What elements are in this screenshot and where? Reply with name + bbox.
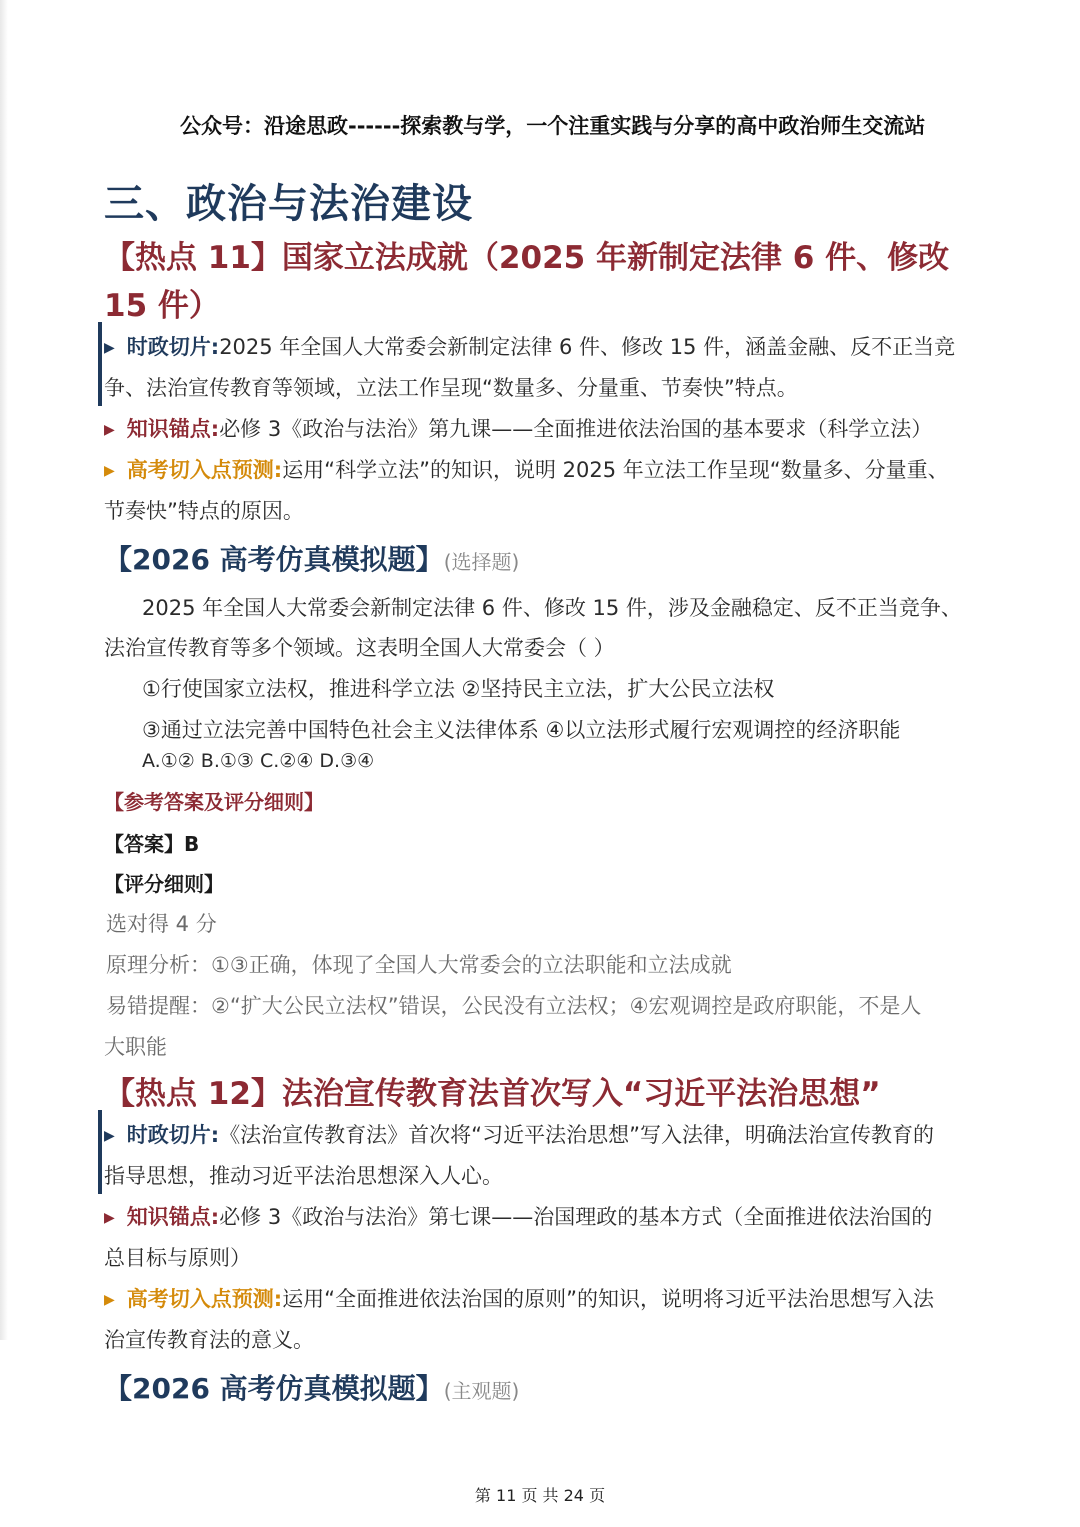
hot12-news-line2: 指导思想，推动习近平法治思想深入人心。 xyxy=(104,1164,503,1188)
sim-title: 【2026 高考仿真模拟题】 xyxy=(104,1372,444,1405)
section-title: 三、政治与法治建设 xyxy=(104,181,473,227)
hot11-title-line1: 【热点 11】国家立法成就（2025 年新制定法律 6 件、修改 xyxy=(104,240,950,276)
hot11-news-line2: 争、法治宣传教育等领域，立法工作呈现“数量多、分量重、节奏快”特点。 xyxy=(104,376,798,400)
news-accent-bar xyxy=(98,322,102,406)
knowledge-label: 知识锚点: xyxy=(126,1205,220,1229)
scoring-line: 选对得 4 分 xyxy=(106,912,217,936)
triangle-bullet-icon: ▶ xyxy=(104,422,115,438)
news-accent-bar xyxy=(98,1110,102,1194)
news-text: 2025 年全国人大常委会新制定法律 6 件、修改 15 件，涵盖金融、反不正当竞 xyxy=(219,335,956,359)
triangle-bullet-icon: ▶ xyxy=(104,340,115,356)
knowledge-label: 知识锚点: xyxy=(126,417,220,441)
hot12-news-line1 xyxy=(104,1119,934,1149)
hot11-news-line1 xyxy=(104,331,955,361)
news-label: 时政切片: xyxy=(126,1123,220,1147)
hot12-knowledge-line1 xyxy=(104,1201,932,1231)
predict-text: 运用“全面推进依法治国的原则”的知识，说明将习近平法治思想写入法 xyxy=(282,1287,934,1311)
predict-text: 运用“科学立法”的知识，说明 2025 年立法工作呈现“数量多、分量重、 xyxy=(282,458,949,482)
sim-type: (主观题) xyxy=(443,1379,520,1403)
sim-type: (选择题) xyxy=(443,550,520,574)
answer-section-heading: 【参考答案及评分细则】 xyxy=(104,790,324,814)
news-text: 《法治宣传教育法》首次将“习近平法治思想”写入法律，明确法治宣传教育的 xyxy=(219,1123,934,1147)
answer-choices: A.①② B.①③ C.②④ D.③④ xyxy=(142,750,375,772)
scoring-heading: 【评分细则】 xyxy=(104,872,224,896)
option-line2: ③通过立法完善中国特色社会主义法律体系 ④以立法形式履行宏观调控的经济职能 xyxy=(142,718,901,742)
predict-label: 高考切入点预测: xyxy=(126,1287,283,1311)
analysis-line: 原理分析：①③正确，体现了全国人大常委会的立法职能和立法成就 xyxy=(106,953,732,977)
hot11-sim-heading xyxy=(104,538,519,578)
news-label: 时政切片: xyxy=(126,335,220,359)
answer-line: 【答案】B xyxy=(104,832,200,856)
triangle-bullet-icon: ▶ xyxy=(104,1128,115,1144)
mistake-line2: 大职能 xyxy=(104,1035,167,1059)
hot12-predict-line2: 治宣传教育法的意义。 xyxy=(104,1328,314,1352)
triangle-bullet-icon: ▶ xyxy=(104,1292,115,1308)
sim-title: 【2026 高考仿真模拟题】 xyxy=(104,543,444,576)
page-edge-shadow xyxy=(0,0,8,1340)
knowledge-text: 必修 3《政治与法治》第九课——全面推进依法治国的基本要求（科学立法） xyxy=(219,417,933,441)
predict-label: 高考切入点预测: xyxy=(126,458,283,482)
hot12-sim-heading xyxy=(104,1367,519,1407)
page-number: 第 11 页 共 24 页 xyxy=(474,1486,606,1505)
triangle-bullet-icon: ▶ xyxy=(104,463,115,479)
mistake-line1: 易错提醒：②“扩大公民立法权”错误，公民没有立法权；④宏观调控是政府职能，不是人 xyxy=(106,994,922,1018)
knowledge-text: 必修 3《政治与法治》第七课——治国理政的基本方式（全面推进依法治国的 xyxy=(219,1205,933,1229)
hot11-title-line2: 15 件） xyxy=(104,288,220,324)
question-line1: 2025 年全国人大常委会新制定法律 6 件、修改 15 件，涉及金融稳定、反不正当竞争、 xyxy=(142,596,962,620)
option-line1: ①行使国家立法权，推进科学立法 ②坚持民主立法，扩大公民立法权 xyxy=(142,677,775,701)
question-line2: 法治宣传教育等多个领域。这表明全国人大常委会（ ） xyxy=(104,636,615,660)
hot12-title: 【热点 12】法治宣传教育法首次写入“习近平法治思想” xyxy=(104,1076,881,1112)
hot11-predict-line2: 节奏快”特点的原因。 xyxy=(104,499,304,523)
hot11-predict-line1 xyxy=(104,454,949,484)
hot11-knowledge-line xyxy=(104,413,932,443)
hot12-predict-line1 xyxy=(104,1283,934,1313)
triangle-bullet-icon: ▶ xyxy=(104,1210,115,1226)
hot12-knowledge-line2: 总目标与原则） xyxy=(104,1246,251,1270)
header-banner: 公众号：沿途思政------探索教与学，一个注重实践与分享的高中政治师生交流站 xyxy=(180,114,926,138)
